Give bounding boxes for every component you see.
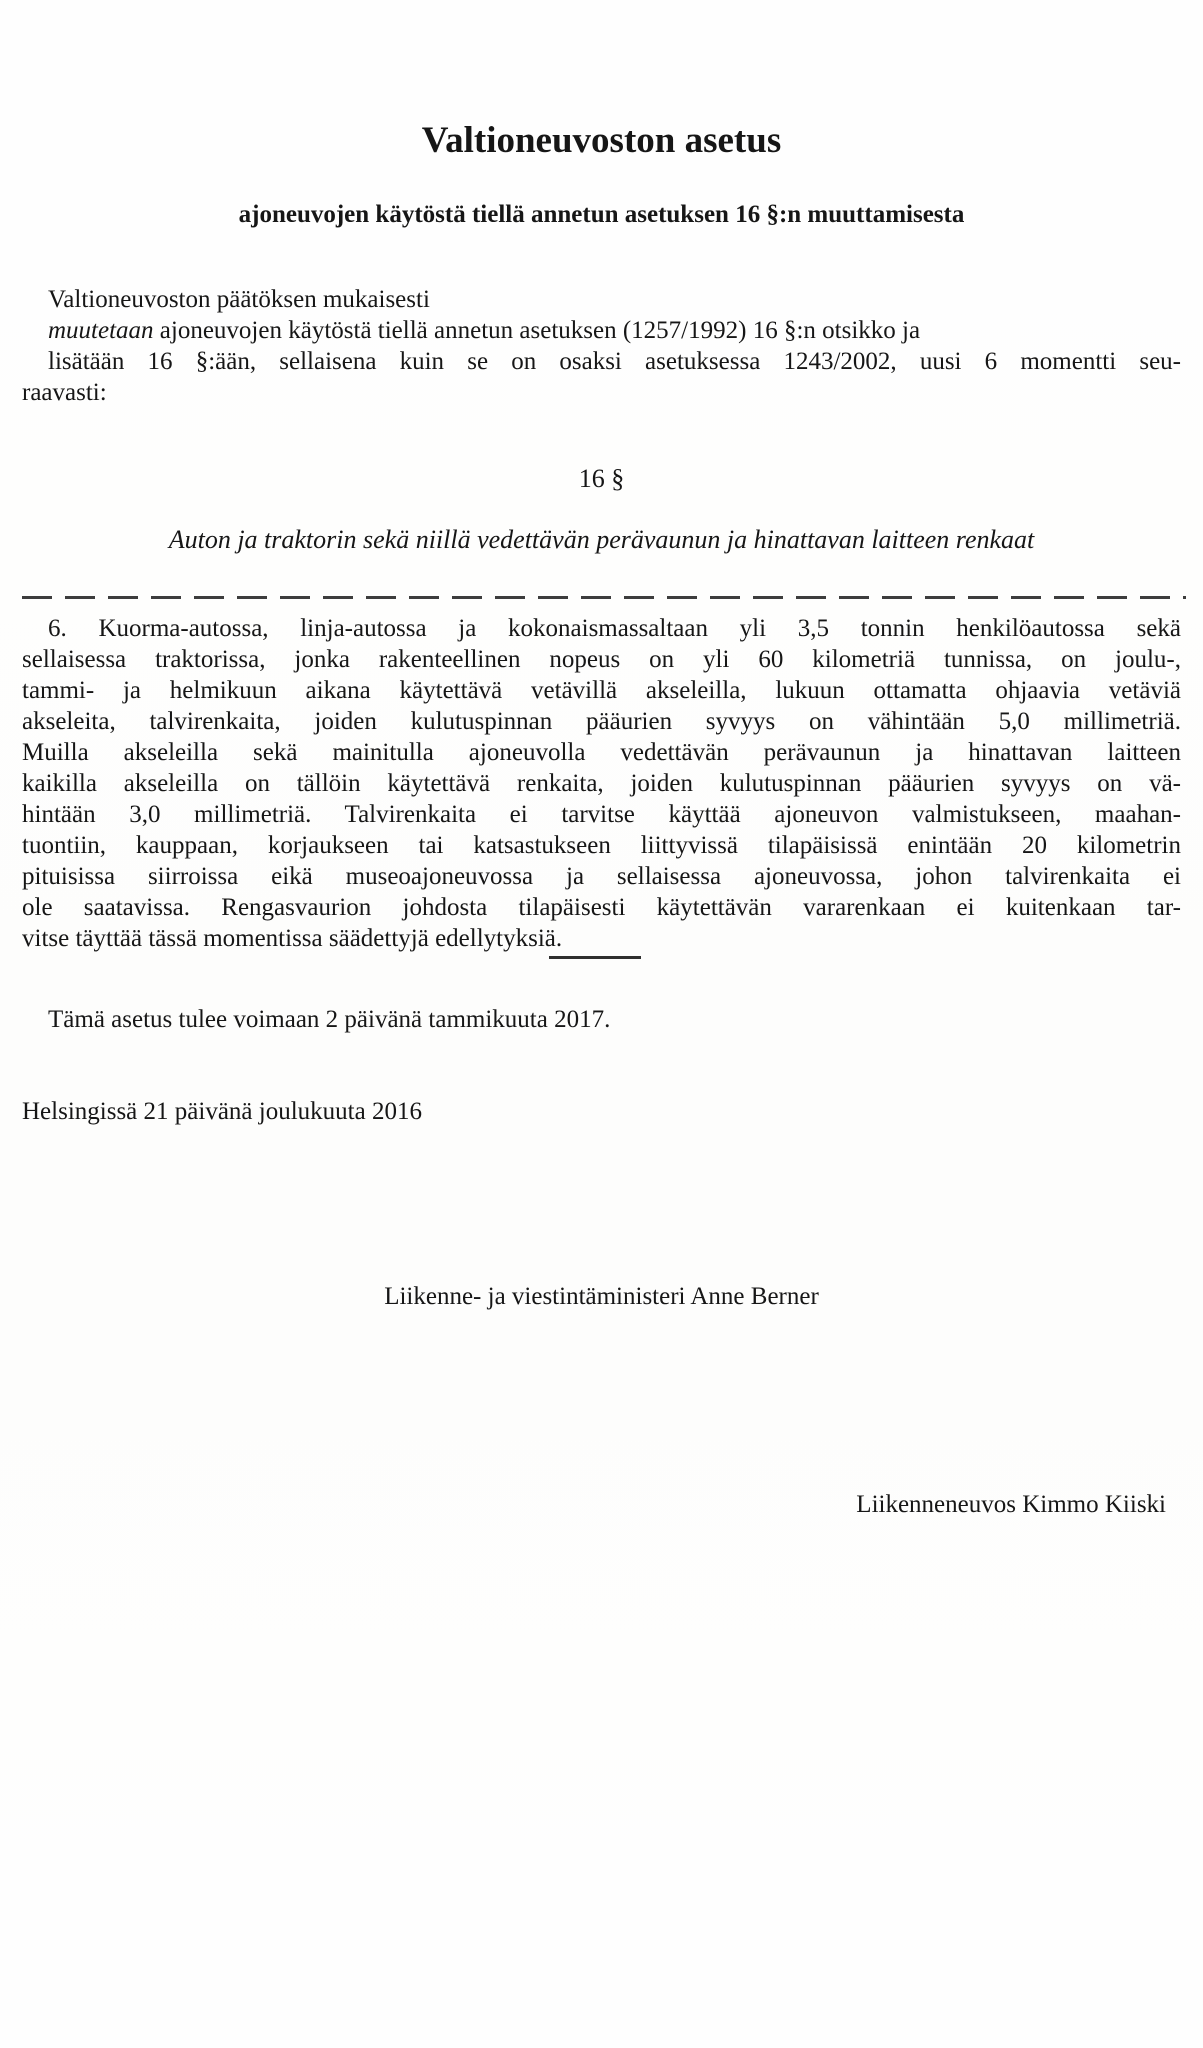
preamble-add-line-1: lisätään 16 §:ään, sellaisena kuin se on osaksi asetuksessa 1243/2002, uusi 6 momentti seu-	[48, 348, 1181, 375]
section-end-rule	[549, 956, 641, 959]
body-line: pituisissa siirroissa eikä museoajoneuvossa ja sellaisessa ajoneuvossa, johon talvirenkaita ei	[22, 863, 1181, 890]
preamble-amend-line	[22, 315, 1181, 346]
preamble	[22, 284, 1181, 408]
place-and-date: Helsingissä 21 päivänä joulukuuta 2016	[22, 1098, 422, 1125]
moment-6-paragraph	[22, 613, 1181, 954]
preamble-add-line-2: raavasti:	[22, 379, 107, 406]
entry-into-force: Tämä asetus tulee voimaan 2 päivänä tammikuuta 2017.	[48, 1006, 611, 1033]
body-line: sellaisessa traktorissa, jonka rakenteellinen nopeus on yli 60 kilometriä tunnissa, on joulu-,	[22, 646, 1181, 673]
document-subtitle: ajoneuvojen käytöstä tiellä annetun asetuksen 16 §:n muuttamisesta	[238, 201, 965, 228]
omission-dashed-rule	[22, 596, 1186, 599]
body-line: 6. Kuorma-autossa, linja-autossa ja kokonaismassaltaan yli 3,5 tonnin henkilöautossa sekä	[48, 615, 1181, 642]
amend-verb: muutetaan	[48, 317, 154, 344]
body-line: kaikilla akseleilla on tällöin käytettävä renkaita, joiden kulutuspinnan pääurien syvyys on vä-	[22, 770, 1181, 797]
body-line: akseleita, talvirenkaita, joiden kulutuspinnan pääurien syvyys on vähintään 5,0 millimetriä.	[22, 708, 1181, 735]
signature-counsellor: Liikenneneuvos Kimmo Kiiski	[856, 1491, 1166, 1518]
section-title: Auton ja traktorin sekä niillä vedettävän perävaunun ja hinattavan laitteen renkaat	[168, 525, 1035, 554]
section-number: 16 §	[578, 464, 625, 493]
body-line: tammi- ja helmikuun aikana käytettävä vetävillä akseleilla, lukuun ottamatta ohjaavia vetäviä	[22, 677, 1181, 704]
body-line: hintään 3,0 millimetriä. Talvirenkaita ei tarvitse käyttää ajoneuvon valmistukseen, maahan-	[22, 801, 1181, 828]
body-line: ole saatavissa. Rengasvaurion johdosta tilapäisesti käytettävän vararenkaan ei kuitenkaan tar-	[22, 894, 1181, 921]
signature-minister: Liikenne- ja viestintäministeri Anne Berner	[384, 1283, 819, 1310]
body-line: Muilla akseleilla sekä mainitulla ajoneuvolla vedettävän perävaunun ja hinattavan laitteen	[22, 739, 1181, 766]
amend-rest: ajoneuvojen käytöstä tiellä annetun asetuksen (1257/1992) 16 §:n otsikko ja	[153, 317, 921, 344]
body-line: tuontiin, kauppaan, korjaukseen tai katsastukseen liittyvissä tilapäisissä enintään 20 kilometrin	[22, 832, 1181, 859]
document-title: Valtioneuvoston asetus	[421, 120, 782, 161]
preamble-opening-line: Valtioneuvoston päätöksen mukaisesti	[48, 286, 430, 313]
body-line: vitse täyttää tässä momentissa säädettyjä edellytyksiä.	[22, 925, 563, 952]
